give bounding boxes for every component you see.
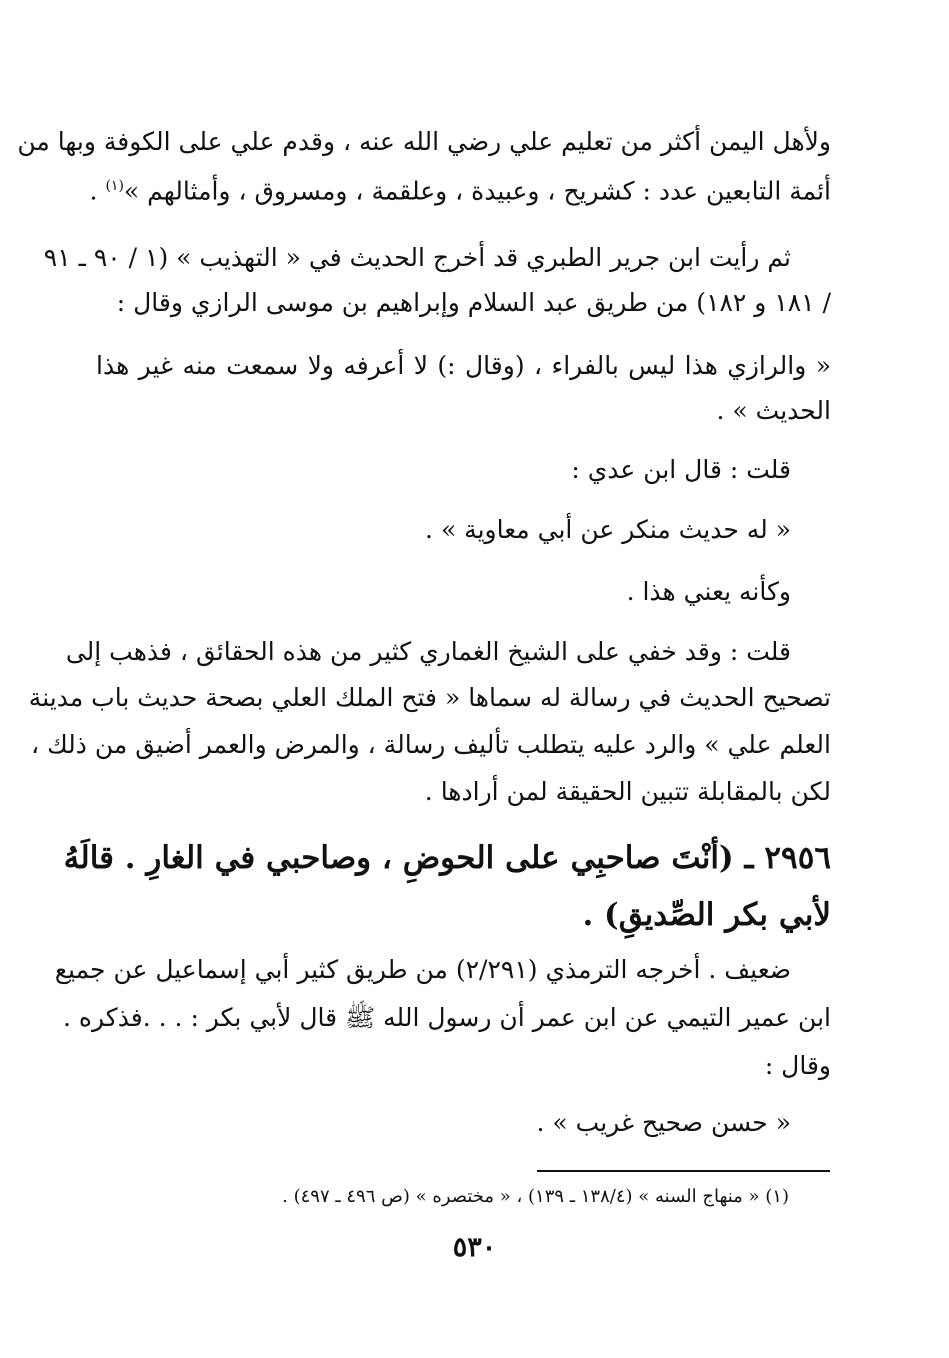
quote-line: الحديث » . <box>716 396 831 425</box>
text-line: وقال : <box>764 1051 831 1080</box>
quote-line: « والرازي هذا ليس بالفراء ، (وقال :) لا أعرفه ولا سمعت منه غير هذا <box>96 351 831 380</box>
text-line: ضعيف . أخرجه الترمذي (٢/٢٩١) من طريق كثير أبي إسماعيل عن جميع <box>54 955 791 984</box>
text-line: تصحيح الحديث في رسالة له سماها « فتح الملك العلي بصحة حديث باب مدينة <box>28 683 831 712</box>
footnote-separator <box>537 1170 830 1172</box>
text-line <box>90 168 831 209</box>
hadith-heading: ٢٩٥٦ ـ (أنْتَ صاحبِي على الحوضِ ، وصاحبي في الغارِ . قالَهُ <box>63 840 831 876</box>
text-line: ثم رأيت ابن جرير الطبري قد أخرج الحديث في « التهذيب » (١ / ٩٠ ـ ٩١ <box>43 243 791 272</box>
text-line-end: . <box>89 176 106 206</box>
text-line: وكأنه يعني هذا . <box>626 577 791 606</box>
text-line: قلت : وقد خفي على الشيخ الغماري كثير من هذه الحقائق ، فذهب إلى <box>65 637 791 666</box>
text-line: لكن بالمقابلة تتبين الحقيقة لمن أرادها . <box>424 777 831 806</box>
text-line: ابن عمير التيمي عن ابن عمر أن رسول الله ﷺ قال لأبي بكر : . . .فذكره . <box>63 1003 831 1032</box>
text-line: قلت : قال ابن عدي : <box>571 455 791 484</box>
page-number: ٥٣٠ <box>452 1232 497 1263</box>
text-line-body: أئمة التابعين عدد : كشريح ، وعبيدة ، وعلقمة ، ومسروق ، وأمثالهم » <box>123 176 831 206</box>
footnote-marker: (١) <box>105 178 124 194</box>
hadith-heading: لأبي بكر الصِّديقِ) . <box>582 897 831 933</box>
quote-line: « له حديث منكر عن أبي معاوية » . <box>425 515 791 544</box>
text-line: / ١٨١ و ١٨٢) من طريق عبد السلام وإبراهيم بن موسى الرازي وقال : <box>116 288 831 317</box>
footnote: (١) « منهاج السنه » (١٣٨/٤ ـ ١٣٩) ، « مختصره » (ص ٤٩٦ ـ ٤٩٧) . <box>282 1186 789 1207</box>
quote-line: « حسن صحيح غريب » . <box>536 1108 791 1137</box>
text-line: العلم علي » والرد عليه يتطلب تأليف رسالة ، والمرض والعمر أضيق من ذلك ، <box>31 730 831 759</box>
text-line: ولأهل اليمن أكثر من تعليم علي رضي الله عنه ، وقدم علي على الكوفة وبها من <box>17 127 831 156</box>
